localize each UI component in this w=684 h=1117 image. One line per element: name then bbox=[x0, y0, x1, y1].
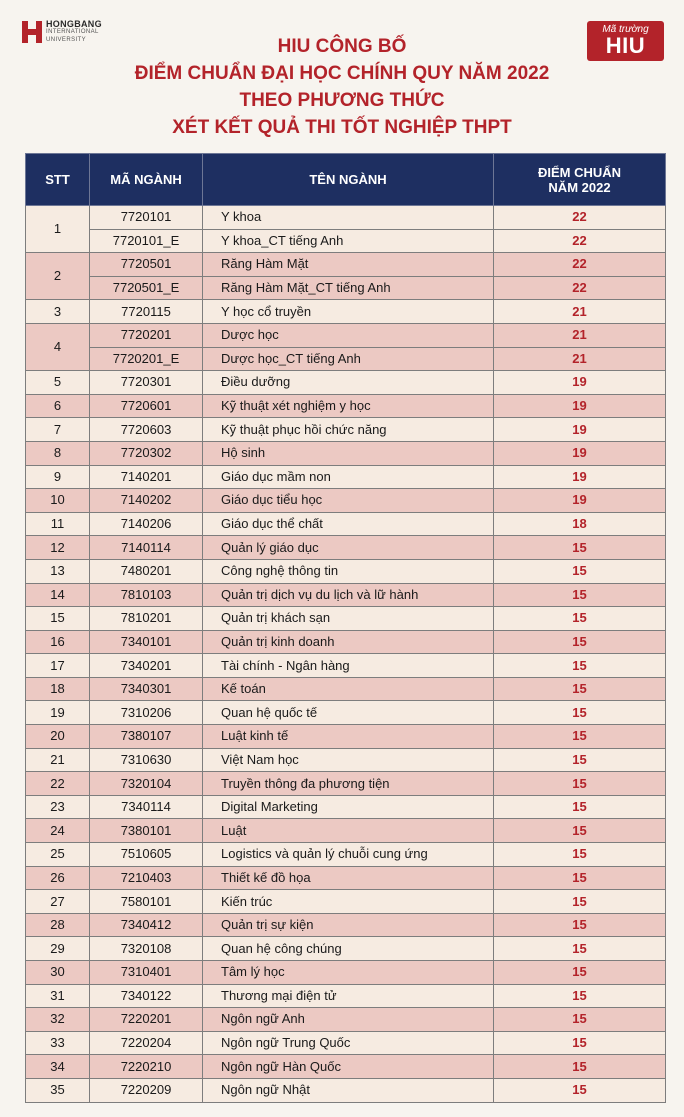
page-title bbox=[0, 33, 684, 141]
cell-stt: 7 bbox=[26, 418, 90, 442]
cell-score: 15 bbox=[494, 677, 666, 701]
cell-score: 15 bbox=[494, 1008, 666, 1032]
cell-score: 21 bbox=[494, 300, 666, 324]
table-row bbox=[26, 772, 666, 796]
cell-score: 15 bbox=[494, 1055, 666, 1079]
cell-stt: 35 bbox=[26, 1078, 90, 1102]
cell-score: 21 bbox=[494, 323, 666, 347]
title-line-2: ĐIỂM CHUẨN ĐẠI HỌC CHÍNH QUY NĂM 2022 bbox=[134, 63, 550, 84]
cell-code: 7480201 bbox=[90, 559, 203, 583]
cell-stt: 11 bbox=[26, 512, 90, 536]
table-row bbox=[26, 418, 666, 442]
table-body bbox=[26, 206, 666, 1103]
cell-name: Tài chính - Ngân hàng bbox=[203, 654, 494, 678]
cell-name: Quản trị dịch vụ du lịch và lữ hành bbox=[203, 583, 494, 607]
logo-line-3: UNIVERSITY bbox=[46, 37, 87, 43]
cell-stt: 13 bbox=[26, 559, 90, 583]
cell-code: 7220209 bbox=[90, 1078, 203, 1102]
table-row bbox=[26, 229, 666, 253]
cell-score: 19 bbox=[494, 465, 666, 489]
cell-code: 7720115 bbox=[90, 300, 203, 324]
cell-score: 15 bbox=[494, 748, 666, 772]
cell-stt: 33 bbox=[26, 1031, 90, 1055]
title-line-4: XÉT KẾT QUẢ THI TỐT NGHIỆP THPT bbox=[172, 117, 512, 138]
title-line-3: THEO PHƯƠNG THỨC bbox=[239, 90, 445, 111]
cell-stt: 31 bbox=[26, 984, 90, 1008]
table-row bbox=[26, 607, 666, 631]
cell-code: 7220201 bbox=[90, 1008, 203, 1032]
cell-name: Thương mại điện tử bbox=[203, 984, 494, 1008]
title-line-1: HIU CÔNG BỐ bbox=[277, 36, 407, 57]
cell-name: Quản lý giáo dục bbox=[203, 536, 494, 560]
cell-code: 7810103 bbox=[90, 583, 203, 607]
cell-stt: 25 bbox=[26, 843, 90, 867]
table-row bbox=[26, 913, 666, 937]
cell-name: Công nghệ thông tin bbox=[203, 559, 494, 583]
cell-stt: 34 bbox=[26, 1055, 90, 1079]
table-row bbox=[26, 677, 666, 701]
cell-score: 15 bbox=[494, 984, 666, 1008]
cell-name: Việt Nam học bbox=[203, 748, 494, 772]
cell-stt: 23 bbox=[26, 795, 90, 819]
cell-score: 15 bbox=[494, 843, 666, 867]
cell-code: 7720301 bbox=[90, 371, 203, 395]
cell-score: 15 bbox=[494, 819, 666, 843]
cell-score: 22 bbox=[494, 206, 666, 230]
cell-code: 7320104 bbox=[90, 772, 203, 796]
cell-code: 7340122 bbox=[90, 984, 203, 1008]
cell-stt: 17 bbox=[26, 654, 90, 678]
table-row bbox=[26, 866, 666, 890]
cell-score: 22 bbox=[494, 276, 666, 300]
cell-score: 15 bbox=[494, 961, 666, 985]
badge-code: HIU bbox=[605, 33, 646, 58]
cell-stt: 5 bbox=[26, 371, 90, 395]
cell-score: 15 bbox=[494, 725, 666, 749]
table-row bbox=[26, 441, 666, 465]
cell-stt: 19 bbox=[26, 701, 90, 725]
cell-stt: 3 bbox=[26, 300, 90, 324]
cell-stt: 27 bbox=[26, 890, 90, 914]
table-row bbox=[26, 512, 666, 536]
cell-score: 15 bbox=[494, 630, 666, 654]
cell-score: 15 bbox=[494, 890, 666, 914]
cell-stt: 9 bbox=[26, 465, 90, 489]
cell-code: 7310630 bbox=[90, 748, 203, 772]
table-row bbox=[26, 323, 666, 347]
cell-stt: 30 bbox=[26, 961, 90, 985]
cell-stt: 14 bbox=[26, 583, 90, 607]
cell-code: 7340114 bbox=[90, 795, 203, 819]
cell-name: Kỹ thuật phục hồi chức năng bbox=[203, 418, 494, 442]
cell-code: 7720101 bbox=[90, 206, 203, 230]
cell-name: Ngôn ngữ Hàn Quốc bbox=[203, 1055, 494, 1079]
cell-code: 7720501 bbox=[90, 253, 203, 277]
cell-name: Hộ sinh bbox=[203, 441, 494, 465]
cell-code: 7720601 bbox=[90, 394, 203, 418]
cell-code: 7310206 bbox=[90, 701, 203, 725]
header-score-line-1: ĐIỂM CHUẨN bbox=[537, 164, 622, 180]
cell-name: Quan hệ công chúng bbox=[203, 937, 494, 961]
cell-name: Quan hệ quốc tế bbox=[203, 701, 494, 725]
cell-code: 7340301 bbox=[90, 677, 203, 701]
table-row bbox=[26, 489, 666, 513]
cell-name: Giáo dục mầm non bbox=[203, 465, 494, 489]
table-row bbox=[26, 748, 666, 772]
table-row bbox=[26, 206, 666, 230]
cell-score: 22 bbox=[494, 229, 666, 253]
cell-score: 15 bbox=[494, 937, 666, 961]
cell-name: Y học cổ truyền bbox=[203, 300, 494, 324]
logo-line-1: HONGBANG bbox=[46, 19, 102, 29]
table-row bbox=[26, 654, 666, 678]
cell-name: Truyền thông đa phương tiện bbox=[203, 772, 494, 796]
cell-stt: 26 bbox=[26, 866, 90, 890]
cell-stt: 20 bbox=[26, 725, 90, 749]
cell-name: Y khoa bbox=[203, 206, 494, 230]
header-name: TÊN NGÀNH bbox=[203, 154, 494, 206]
cell-name: Kiến trúc bbox=[203, 890, 494, 914]
cell-stt: 15 bbox=[26, 607, 90, 631]
logo-line-2: INTERNATIONAL bbox=[46, 29, 99, 35]
table-row bbox=[26, 1008, 666, 1032]
header-stt: STT bbox=[26, 154, 90, 206]
cell-name: Ngôn ngữ Nhật bbox=[203, 1078, 494, 1102]
cell-name: Dược học_CT tiếng Anh bbox=[203, 347, 494, 371]
cell-stt: 24 bbox=[26, 819, 90, 843]
table-row bbox=[26, 961, 666, 985]
cell-stt: 12 bbox=[26, 536, 90, 560]
cell-name: Điều dưỡng bbox=[203, 371, 494, 395]
cell-score: 15 bbox=[494, 536, 666, 560]
cell-name: Quản trị khách sạn bbox=[203, 607, 494, 631]
table-row bbox=[26, 536, 666, 560]
cell-name: Răng Hàm Mặt bbox=[203, 253, 494, 277]
table-row bbox=[26, 465, 666, 489]
table-row bbox=[26, 559, 666, 583]
cell-name: Kế toán bbox=[203, 677, 494, 701]
cell-code: 7340412 bbox=[90, 913, 203, 937]
table-row bbox=[26, 843, 666, 867]
cell-name: Tâm lý học bbox=[203, 961, 494, 985]
cell-stt: 4 bbox=[26, 323, 90, 370]
cell-code: 7340201 bbox=[90, 654, 203, 678]
cell-score: 15 bbox=[494, 1031, 666, 1055]
cell-name: Giáo dục tiểu học bbox=[203, 489, 494, 513]
table-row bbox=[26, 984, 666, 1008]
cell-stt: 8 bbox=[26, 441, 90, 465]
cell-score: 19 bbox=[494, 441, 666, 465]
cell-stt: 32 bbox=[26, 1008, 90, 1032]
cell-code: 7210403 bbox=[90, 866, 203, 890]
cell-stt: 28 bbox=[26, 913, 90, 937]
cell-score: 15 bbox=[494, 607, 666, 631]
table-row bbox=[26, 276, 666, 300]
cell-score: 15 bbox=[494, 559, 666, 583]
cell-score: 21 bbox=[494, 347, 666, 371]
cell-score: 19 bbox=[494, 371, 666, 395]
table-row bbox=[26, 253, 666, 277]
cell-code: 7310401 bbox=[90, 961, 203, 985]
cell-stt: 18 bbox=[26, 677, 90, 701]
cell-score: 15 bbox=[494, 1078, 666, 1102]
cell-name: Quản trị sự kiện bbox=[203, 913, 494, 937]
cell-score: 15 bbox=[494, 772, 666, 796]
header-code: MÃ NGÀNH bbox=[90, 154, 203, 206]
cell-name: Ngôn ngữ Trung Quốc bbox=[203, 1031, 494, 1055]
cell-name: Logistics và quản lý chuỗi cung ứng bbox=[203, 843, 494, 867]
cell-stt: 16 bbox=[26, 630, 90, 654]
cell-score: 19 bbox=[494, 418, 666, 442]
cell-name: Giáo dục thể chất bbox=[203, 512, 494, 536]
table-row bbox=[26, 1055, 666, 1079]
cell-score: 15 bbox=[494, 913, 666, 937]
table-row bbox=[26, 1031, 666, 1055]
cell-code: 7380101 bbox=[90, 819, 203, 843]
cell-code: 7580101 bbox=[90, 890, 203, 914]
table-row bbox=[26, 394, 666, 418]
cell-code: 7720101_E bbox=[90, 229, 203, 253]
table-row bbox=[26, 937, 666, 961]
cell-code: 7220204 bbox=[90, 1031, 203, 1055]
cell-score: 15 bbox=[494, 701, 666, 725]
header-score-line-2: NĂM 2022 bbox=[548, 179, 611, 195]
cell-stt: 10 bbox=[26, 489, 90, 513]
cell-name: Kỹ thuật xét nghiệm y học bbox=[203, 394, 494, 418]
cell-code: 7720501_E bbox=[90, 276, 203, 300]
cell-code: 7220210 bbox=[90, 1055, 203, 1079]
cell-score: 19 bbox=[494, 394, 666, 418]
cell-code: 7340101 bbox=[90, 630, 203, 654]
cell-stt: 6 bbox=[26, 394, 90, 418]
cell-name: Răng Hàm Mặt_CT tiếng Anh bbox=[203, 276, 494, 300]
table-row bbox=[26, 630, 666, 654]
badge-label: Mã trường bbox=[602, 24, 649, 35]
table-row bbox=[26, 819, 666, 843]
cell-code: 7720201_E bbox=[90, 347, 203, 371]
cell-score: 15 bbox=[494, 654, 666, 678]
cell-name: Digital Marketing bbox=[203, 795, 494, 819]
cell-score: 19 bbox=[494, 489, 666, 513]
cell-score: 15 bbox=[494, 866, 666, 890]
cell-name: Y khoa_CT tiếng Anh bbox=[203, 229, 494, 253]
cell-code: 7810201 bbox=[90, 607, 203, 631]
table-row bbox=[26, 300, 666, 324]
cell-code: 7140201 bbox=[90, 465, 203, 489]
cell-stt: 29 bbox=[26, 937, 90, 961]
table-row bbox=[26, 583, 666, 607]
cell-stt: 1 bbox=[26, 206, 90, 253]
cell-code: 7720302 bbox=[90, 441, 203, 465]
cell-code: 7720201 bbox=[90, 323, 203, 347]
cell-name: Luật kinh tế bbox=[203, 725, 494, 749]
table-header-row bbox=[26, 154, 666, 206]
table-row bbox=[26, 701, 666, 725]
cell-name: Thiết kế đồ họa bbox=[203, 866, 494, 890]
cell-name: Ngôn ngữ Anh bbox=[203, 1008, 494, 1032]
cell-code: 7320108 bbox=[90, 937, 203, 961]
table-row bbox=[26, 1078, 666, 1102]
cell-code: 7510605 bbox=[90, 843, 203, 867]
cell-name: Quản trị kinh doanh bbox=[203, 630, 494, 654]
table-row bbox=[26, 371, 666, 395]
admission-score-table bbox=[25, 153, 666, 1103]
cell-score: 15 bbox=[494, 583, 666, 607]
cell-score: 18 bbox=[494, 512, 666, 536]
cell-code: 7140202 bbox=[90, 489, 203, 513]
table-row bbox=[26, 795, 666, 819]
cell-stt: 21 bbox=[26, 748, 90, 772]
cell-code: 7720603 bbox=[90, 418, 203, 442]
table-row bbox=[26, 347, 666, 371]
cell-code: 7140114 bbox=[90, 536, 203, 560]
cell-code: 7140206 bbox=[90, 512, 203, 536]
cell-stt: 2 bbox=[26, 253, 90, 300]
header-score bbox=[494, 154, 666, 206]
cell-score: 15 bbox=[494, 795, 666, 819]
cell-code: 7380107 bbox=[90, 725, 203, 749]
table-row bbox=[26, 890, 666, 914]
table-row bbox=[26, 725, 666, 749]
cell-stt: 22 bbox=[26, 772, 90, 796]
cell-name: Luật bbox=[203, 819, 494, 843]
cell-score: 22 bbox=[494, 253, 666, 277]
cell-name: Dược học bbox=[203, 323, 494, 347]
